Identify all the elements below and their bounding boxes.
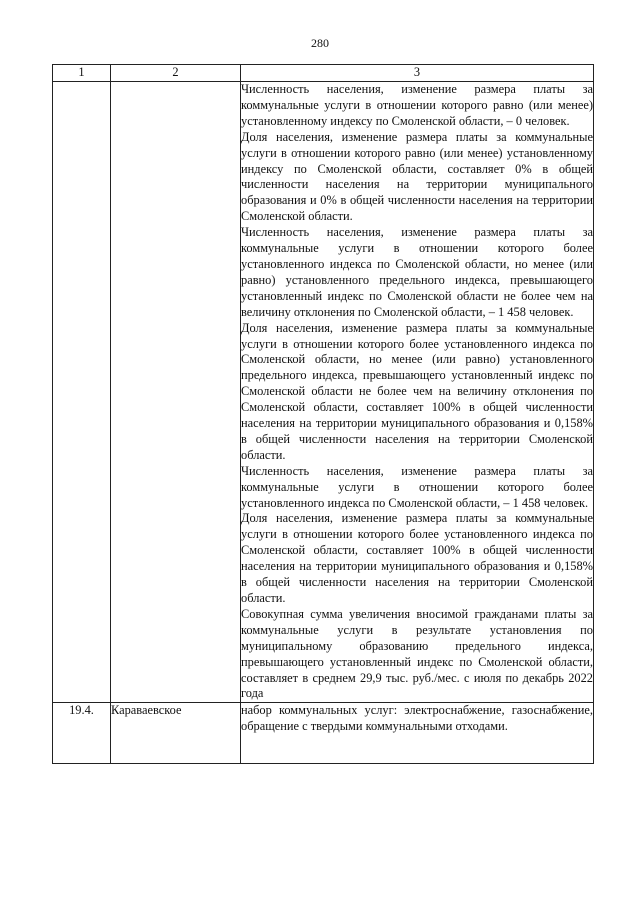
cell-description	[241, 703, 594, 764]
cell-number-empty	[53, 82, 111, 703]
paragraph-services-set: набор коммунальных услуг: электроснабжение, газоснабжение, обращение с твердыми коммунальными отходами.	[241, 703, 593, 734]
cell-number: 19.4.	[53, 703, 111, 764]
column-header-1: 1	[53, 65, 111, 82]
paragraph-total-increase: Совокупная сумма увеличения вносимой гражданами платы за коммунальные услуги в результате установления по муниципальному образованию предельного индекса, превышающего установленный индекс по Смоленской области, составляет в среднем 29,9 тыс. руб./мес. с июля по декабрь 2022 года	[241, 606, 593, 701]
cell-name-empty	[111, 82, 241, 703]
paragraph-population-share-between: Доля населения, изменение размера платы за коммунальные услуги в отношении которого более установленного индекса по Смоленской области, но менее (или равно) установленного предельного индекса, превышающего установленный индекс по Смоленской области не более чем на величину отклонения по Смоленской области, составляет 100% в общей численности населения на территории муниципального образования и 0,158% в общей численности населения на территории Смоленской области.	[241, 320, 593, 462]
cell-municipality-name: Караваевское	[111, 703, 241, 764]
table-row-continuation	[53, 82, 594, 703]
table-row-19-4	[53, 703, 594, 764]
column-header-3: 3	[241, 65, 594, 82]
cell-description	[241, 82, 594, 703]
table-header-row	[53, 65, 594, 82]
paragraph-population-count-between: Численность населения, изменение размера платы за коммунальные услуги в отношении которого более установленного индекса по Смоленской области, но менее (или равно) установленного предельного индекса, превышающего установленный индекс по Смоленской области не более чем на величину отклонения по Смоленской области, – 1 458 человек.	[241, 225, 593, 319]
column-header-2: 2	[111, 65, 241, 82]
paragraph-population-share-gt-index: Доля населения, изменение размера платы за коммунальные услуги в отношении которого более установленного индекса по Смоленской области, составляет 100% в общей численности населения на территории муниципального образования и 0,158% в общей численности населения на территории Смоленской области.	[241, 511, 593, 605]
paragraph-population-count-gt-index: Численность населения, изменение размера платы за коммунальные услуги в отношении которого более установленного индекса по Смоленской области, – 1 458 человек.	[241, 463, 593, 510]
paragraph-population-share-le-index: Доля населения, изменение размера платы за коммунальные услуги в отношении которого равно (или менее) установленному индексу по Смоленской области, составляет 0% в общей численности населения на территории муниципального образования и 0% в общей численности населения на территории Смоленской области.	[241, 129, 593, 224]
page-number: 280	[311, 36, 329, 50]
paragraph-population-count-le-index: Численность населения, изменение размера платы за коммунальные услуги в отношении которого равно (или менее) установленному индексу по Смоленской области, – 0 человек.	[241, 82, 593, 128]
data-table	[52, 64, 594, 764]
